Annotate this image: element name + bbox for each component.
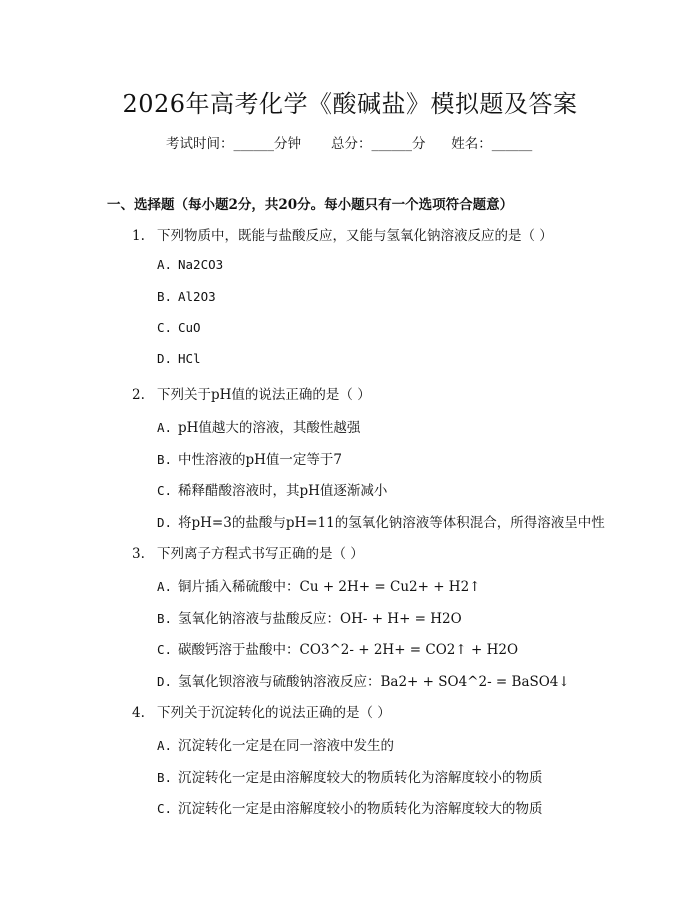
question-2	[132, 383, 371, 403]
option-text: HCl	[178, 351, 201, 366]
option-text: 中性溶液的pH值一定等于7	[178, 452, 343, 468]
option-text: 碳酸钙溶于盐酸中：CO3^2- + 2H+ = CO2↑ + H2O	[178, 642, 519, 658]
question-number: 4.	[132, 705, 145, 721]
question-2-option-b	[157, 448, 342, 468]
question-1-option-a	[157, 257, 223, 273]
name-blank: ______	[491, 136, 533, 152]
question-2-option-d	[157, 511, 605, 531]
question-2-option-a	[157, 416, 360, 436]
option-letter: C.	[157, 483, 173, 498]
option-letter: D.	[157, 674, 173, 689]
question-4-option-a	[157, 734, 394, 754]
question-1-option-d	[157, 351, 201, 367]
question-3-option-d	[157, 670, 570, 690]
option-letter: B.	[157, 289, 173, 304]
option-letter: D.	[157, 515, 173, 530]
question-1-option-c	[157, 320, 201, 336]
question-3	[132, 542, 364, 562]
question-3-option-a	[157, 575, 480, 595]
time-blank: ______	[233, 136, 274, 152]
option-text: CuO	[178, 320, 201, 335]
question-number: 2.	[132, 387, 145, 403]
option-letter: B.	[157, 611, 173, 626]
question-1-option-b	[157, 289, 216, 305]
question-4	[132, 701, 391, 721]
score-unit: 分	[412, 136, 426, 152]
option-letter: C.	[157, 801, 173, 816]
option-letter: A.	[157, 257, 173, 272]
option-letter: B.	[157, 770, 173, 785]
option-letter: C.	[157, 320, 173, 335]
option-letter: A.	[157, 579, 173, 594]
option-letter: C.	[157, 642, 173, 657]
time-unit: 分钟	[274, 136, 301, 152]
name-label: 姓名：	[451, 136, 492, 152]
option-text: Na2CO3	[178, 257, 224, 272]
question-3-option-b	[157, 607, 462, 627]
question-4-option-c	[157, 797, 543, 817]
option-text: 氢氧化钠溶液与盐酸反应：OH- + H+ = H2O	[178, 611, 462, 627]
exam-title: 2026年高考化学《酸碱盐》模拟题及答案	[122, 90, 578, 118]
exam-meta-line	[166, 132, 532, 152]
option-letter: D.	[157, 351, 173, 366]
question-text: 下列物质中，既能与盐酸反应，又能与氢氧化钠溶液反应的是（ ）	[157, 228, 553, 244]
option-text: 氢氧化钡溶液与硫酸钠溶液反应：Ba2+ + SO4^2- = BaSO4↓	[178, 674, 570, 690]
question-1	[132, 224, 553, 244]
option-text: pH值越大的溶液，其酸性越强	[178, 420, 361, 436]
question-2-option-c	[157, 479, 387, 499]
option-text: 将pH=3的盐酸与pH=11的氢氧化钠溶液等体积混合，所得溶液呈中性	[178, 515, 605, 531]
option-text: 沉淀转化一定是由溶解度较小的物质转化为溶解度较大的物质	[178, 801, 543, 817]
option-letter: A.	[157, 420, 173, 435]
time-label: 考试时间：	[166, 136, 234, 152]
option-letter: A.	[157, 738, 173, 753]
option-text: 铜片插入稀硫酸中：Cu + 2H+ = Cu2+ + H2↑	[178, 579, 481, 595]
question-text: 下列关于pH值的说法正确的是（ ）	[157, 387, 371, 403]
question-4-option-b	[157, 766, 543, 786]
option-text: 沉淀转化一定是由溶解度较大的物质转化为溶解度较小的物质	[178, 770, 543, 786]
score-label: 总分：	[331, 136, 372, 152]
score-blank: ______	[371, 136, 413, 152]
option-text: 稀释醋酸溶液时，其pH值逐渐减小	[178, 483, 388, 499]
question-text: 下列离子方程式书写正确的是（ ）	[157, 546, 364, 562]
option-letter: B.	[157, 452, 173, 467]
question-number: 3.	[132, 546, 145, 562]
question-3-option-c	[157, 638, 518, 658]
question-number: 1.	[132, 228, 145, 244]
option-text: 沉淀转化一定是在同一溶液中发生的	[178, 738, 394, 754]
option-text: Al2O3	[178, 289, 216, 304]
section-heading: 一、选择题（每小题2分，共20分。每小题只有一个选项符合题意）	[107, 197, 514, 213]
question-text: 下列关于沉淀转化的说法正确的是（ ）	[157, 705, 391, 721]
